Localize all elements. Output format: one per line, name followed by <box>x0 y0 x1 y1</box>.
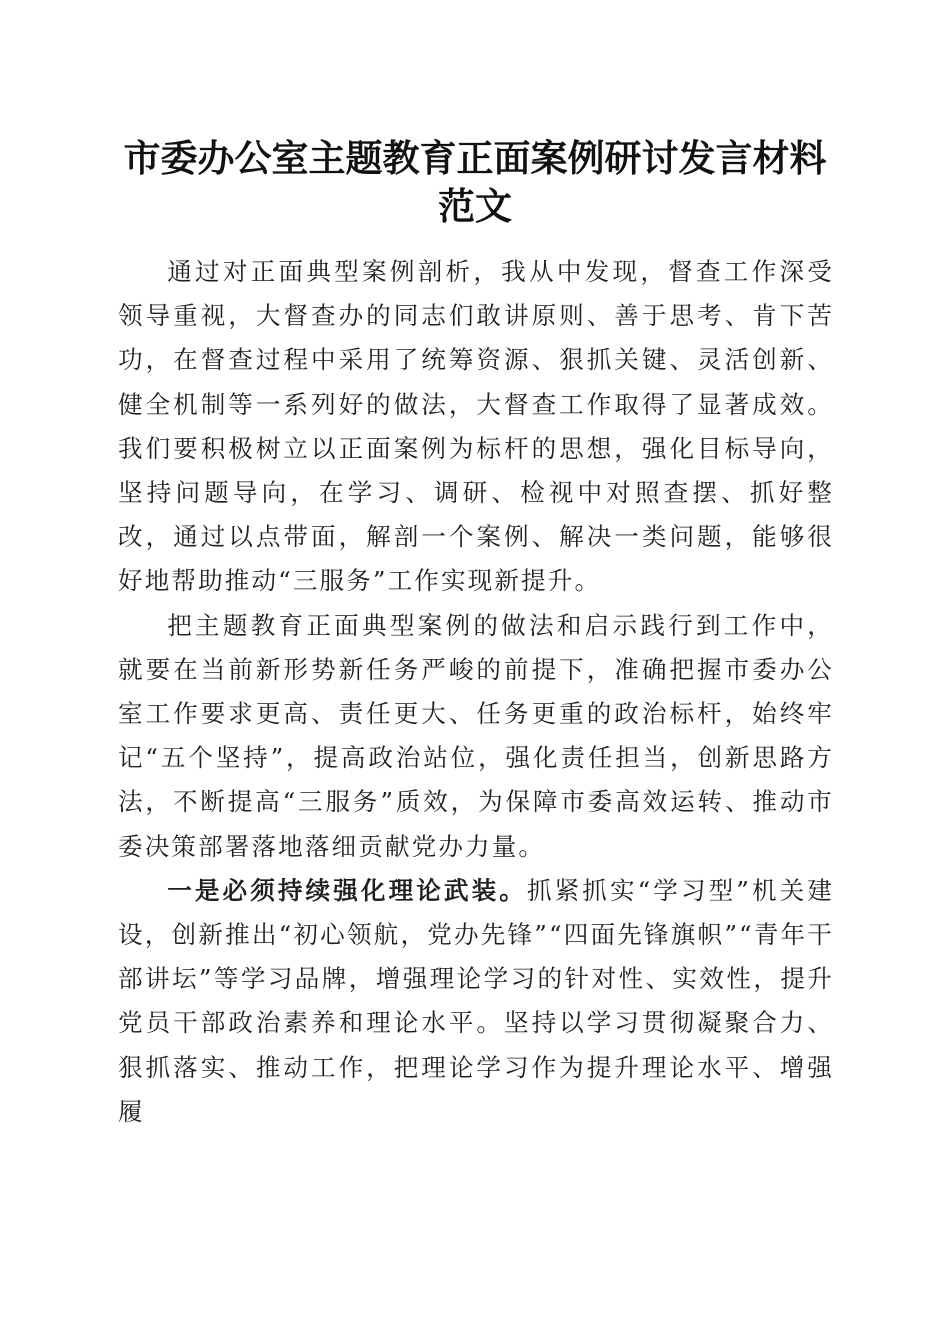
paragraph-text: 通过对正面典型案例剖析，我从中发现，督查工作深受领导重视，大督查办的同志们敢讲原则、善于思考、肯下苦功，在督查过程中采用了统筹资源、狠抓关键、灵活创新、健全机制等一系列好的做法，大督查工作取得了显著成效。我们要积极树立以正面案例为标杆的思想，强化目标导向，坚持问题导向，在学习、调研、检视中对照查摆、抓好整改，通过以点带面，解剖一个案例、解决一类问题，能够很好地帮助推动“三服务”工作实现新提升。 <box>118 257 834 596</box>
document-body <box>118 250 834 1134</box>
paragraph-2 <box>118 604 834 869</box>
paragraph-text: 把主题教育正面典型案例的做法和启示践行到工作中，就要在当前新形势新任务严峻的前提下，准确把握市委办公室工作要求更高、责任更大、任务更重的政治标杆，始终牢记“五个坚持”，提高政治站位，强化责任担当，创新思路方法，不断提高“三服务”质效，为保障市委高效运转、推动市委决策部署落地落细贡献党办力量。 <box>118 610 834 861</box>
document-title: 市委办公室主题教育正面案例研讨发言材料范文 <box>123 136 827 228</box>
paragraph-text: 抓紧抓实“学习型”机关建设，创新推出“初心领航，党办先锋”“四面先锋旗帜”“青年干部讲坛”等学习品牌，增强理论学习的针对性、实效性，提升党员干部政治素养和理论水平。坚持以学习贯彻凝聚合力、狠抓落实、推动工作，把理论学习作为提升理论水平、增强履 <box>118 875 834 1126</box>
paragraph-3 <box>118 869 834 1134</box>
paragraph-lead: 一是必须持续强化理论武装。 <box>167 875 527 905</box>
paragraph-1 <box>118 250 834 604</box>
